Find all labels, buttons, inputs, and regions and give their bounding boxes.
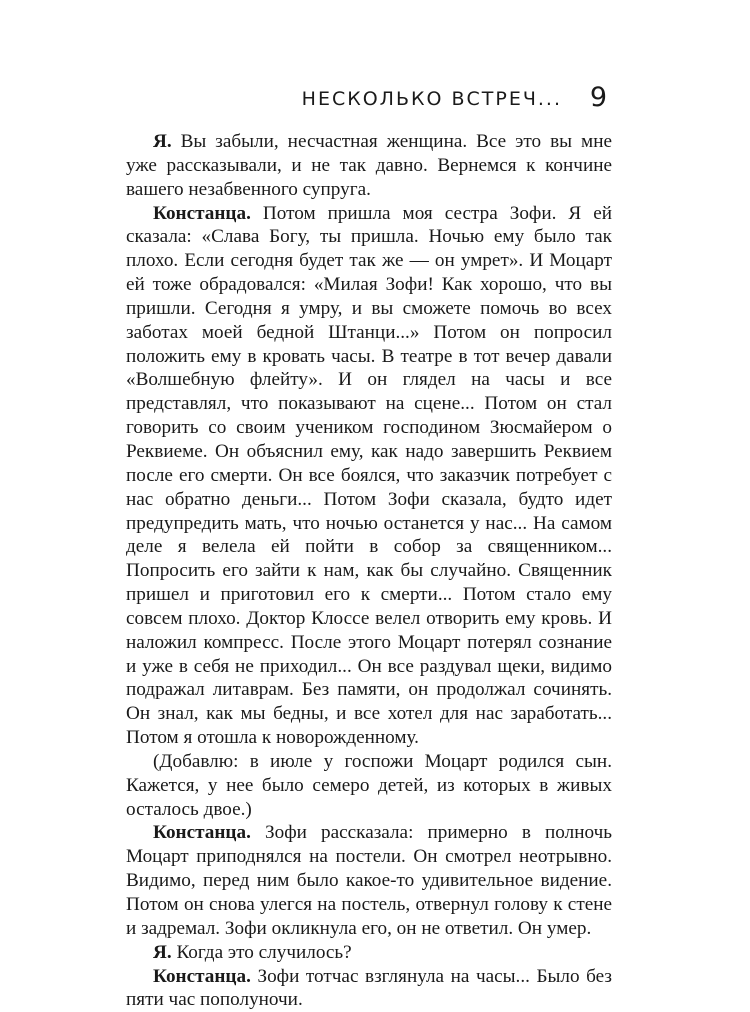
paragraph-text: Зофи тотчас взглянула на часы... Было без пяти час пополуночи. <box>126 965 612 1011</box>
paragraph <box>126 202 612 750</box>
paragraph-text: Вы забыли, несчастная женщина. Все это вы мне уже рассказывали, и не так давно. Вернемся к кончине вашего незабвенного супруга. <box>126 131 612 200</box>
speaker-label: Констанца. <box>153 202 251 224</box>
paragraph <box>126 965 612 1012</box>
running-header <box>0 82 750 122</box>
speaker-label: Я. <box>153 131 172 152</box>
running-header-title: НЕСКОЛЬКО ВСТРЕЧ... <box>301 88 562 110</box>
body-text <box>126 130 612 1012</box>
paragraph-text: Когда это случилось? <box>171 941 352 963</box>
paragraph <box>126 941 612 965</box>
paragraph <box>126 130 612 202</box>
paragraph <box>126 821 612 940</box>
paragraph-text: (Добавлю: в июле у госпожи Моцарт родился сын. Кажется, у нее было семеро детей, из которых в живых осталось двое.) <box>126 750 612 820</box>
speaker-label: Констанца. <box>153 822 251 844</box>
speaker-label: Я. <box>153 941 172 963</box>
paragraph-text: Потом пришла моя сестра Зофи. Я ей сказала: «Слава Богу, ты пришла. Ночью ему было так плохо. Если сегодня будет так же — он умрет». И Моцарт ей тоже обрадовался: «Милая Зофи! Как хорошо, что вы пришли. Сегодня я умру, и вы сможете помочь во всех заботах моей бедной Штанци...» Потом он попросил положить ему в кровать часы. В театре в тот вечер давали «Волшебную флейту». И он глядел на часы и все представлял, что показывают на сцене... Потом он стал говорить со своим учеником господином Зюсмайером о Реквиеме. Он объяснил ему, как надо завершить Реквием после его смерти. Он все боялся, что заказчик потребует с нас обратно деньги... Потом Зофи сказала, будто идет предупредить мать, что ночью останется у нас... На самом деле я велела ей пойти в собор за священником... Попросить его зайти к нам, как бы случайно. Священник пришел и приготовил его к смерти... Потом стало ему совсем плохо. Доктор Клоссе велел отворить ему кровь. И наложил компресс. После этого Моцарт потерял сознание и уже в себя не приходил... Он все раздувал щеки, видимо подражал литаврам. Без памяти, он продолжал сочинять. Он знал, как мы бедны, и все хотел для нас заработать... Потом я отошла к новорожденному. <box>126 202 612 749</box>
speaker-label: Констанца. <box>153 965 251 987</box>
page-number: 9 <box>589 82 607 113</box>
paragraph <box>126 750 612 822</box>
paragraph-text: Зофи рассказала: примерно в полночь Моцарт приподнялся на постели. Он смотрел неотрывно. Видимо, перед ним было какое-то удивительное видение. Потом он снова улегся на постель, отвернул голову к стене и задремал. Зофи окликнула его, он не ответил. Он умер. <box>126 822 612 939</box>
